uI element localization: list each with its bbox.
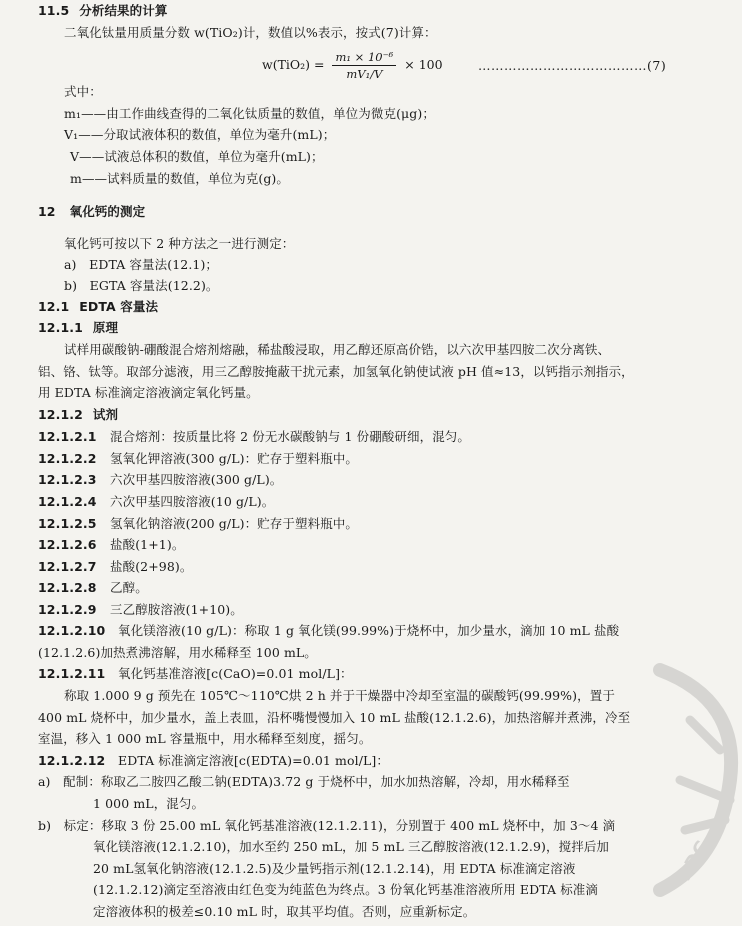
methods-intro: 氧化钙可按以下 2 种方法之一进行测定： bbox=[64, 236, 295, 251]
principle-line-3: 用 EDTA 标准滴定溶液滴定氧化钙量。 bbox=[38, 385, 259, 400]
principle-line-2: 铝、铬、钛等。取部分滤液，用三乙醇胺掩蔽干扰元素，加氢氧化钠使试液 pH 值≈13，以钙指示剂指示， bbox=[38, 364, 634, 379]
pdg-watermark-text: PDG bbox=[674, 836, 714, 885]
reagent-item: 12.1.2.8 乙醇。 bbox=[38, 580, 148, 595]
reagent-12-b-3: 20 mL氢氧化钠溶液(12.1.2.5)及少量钙指示剂(12.1.2.14)，用 EDTA 标准滴定溶液 bbox=[93, 861, 576, 876]
formula-numerator: m₁ × 10⁻⁶ bbox=[332, 50, 396, 66]
reagent-item: 12.1.2.6 盐酸(1+1)。 bbox=[38, 537, 185, 552]
def-m: m——试料质量的数值，单位为克(g)。 bbox=[70, 171, 290, 186]
reagent-item: 12.1.2.5 氢氧化钠溶液(200 g/L)：贮存于塑料瓶中。 bbox=[38, 516, 358, 531]
reagent-12-b-4: (12.1.2.12)滴定至溶液由红色变为纯蓝色为终点。3 份氧化钙基准溶液所用 EDTA 标准滴 bbox=[93, 882, 598, 897]
reagent-12-b-1: b) 标定：移取 3 份 25.00 mL 氧化钙基准溶液(12.1.2.11)，分别置于 400 mL 烧杯中，加 3～4 滴 bbox=[38, 818, 616, 833]
reagent-item: 12.1.2.9 三乙醇胺溶液(1+10)。 bbox=[38, 602, 243, 617]
reagent-item: 12.1.2.12 EDTA 标准滴定溶液[c(EDTA)=0.01 mol/L]： bbox=[38, 753, 390, 768]
section-12-heading: 12 氧化钙的测定 bbox=[38, 204, 146, 219]
method-a: a) EDTA 容量法(12.1)； bbox=[64, 257, 219, 272]
reagent-12-a-1: a) 配制：称取乙二胺四乙酸二钠(EDTA)3.72 g 于烧杯中，加水加热溶解，冷却，用水稀释至 bbox=[38, 774, 570, 789]
equation-number: …………………………………(7) bbox=[478, 58, 667, 73]
reagent-11-body-2: 400 mL 烧杯中，加少量水，盖上表皿，沿杯嘴慢慢加入 10 mL 盐酸(12.1.2.6)，加热溶解并煮沸，冷至 bbox=[38, 710, 631, 725]
def-v: V——试液总体积的数值，单位为毫升(mL)； bbox=[70, 149, 324, 164]
formula bbox=[262, 50, 443, 81]
reagent-item: 12.1.2.3 六次甲基四胺溶液(300 g/L)。 bbox=[38, 472, 283, 487]
intro-paragraph: 二氧化钛量用质量分数 w(TiO₂)计，数值以%表示，按式(7)计算： bbox=[64, 25, 437, 40]
section-11-5-heading: 11.5 分析结果的计算 bbox=[38, 3, 168, 18]
def-v1: V₁——分取试液体积的数值，单位为毫升(mL)； bbox=[64, 127, 336, 142]
def-m1: m₁——由工作曲线查得的二氧化钛质量的数值，单位为微克(μg)； bbox=[64, 106, 435, 121]
reagent-11-body-3: 室温，移入 1 000 mL 容量瓶中，用水稀释至刻度，摇匀。 bbox=[38, 731, 372, 746]
where-label: 式中： bbox=[64, 84, 102, 99]
reagent-item: 12.1.2.10 氧化镁溶液(10 g/L)：称取 1 g 氧化镁(99.99%)于烧杯中，加少量水，滴加 10 mL 盐酸 bbox=[38, 623, 620, 638]
formula-rhs: × 100 bbox=[404, 57, 443, 72]
reagent-12-a-2: 1 000 mL，混匀。 bbox=[93, 796, 205, 811]
formula-denominator: mV₁/V bbox=[346, 67, 383, 81]
formula-lhs: w(TiO₂) = bbox=[262, 57, 325, 72]
reagent-item: 12.1.2.4 六次甲基四胺溶液(10 g/L)。 bbox=[38, 494, 275, 509]
formula-fraction bbox=[332, 50, 396, 81]
method-b: b) EGTA 容量法(12.2)。 bbox=[64, 278, 219, 293]
reagent-10-continuation: (12.1.2.6)加热煮沸溶解，用水稀释至 100 mL。 bbox=[38, 645, 317, 660]
reagent-11-body-1: 称取 1.000 9 g 预先在 105℃～110℃烘 2 h 并于干燥器中冷却至室温的碳酸钙(99.99%)，置于 bbox=[64, 688, 615, 703]
section-12-1-1-heading: 12.1.1 原理 bbox=[38, 320, 119, 335]
library-stamp-watermark bbox=[600, 660, 742, 900]
principle-line-1: 试样用碳酸钠-硼酸混合熔剂熔融，稀盐酸浸取，用乙醇还原高价锆，以六次甲基四胺二次分离铁、 bbox=[64, 342, 611, 357]
reagent-item: 12.1.2.1 混合熔剂：按质量比将 2 份无水碳酸钠与 1 份硼酸研细，混匀。 bbox=[38, 429, 471, 444]
reagent-item: 12.1.2.7 盐酸(2+98)。 bbox=[38, 559, 193, 574]
reagent-12-b-5: 定溶液体积的极差≤0.10 mL 时，取其平均值。否则，应重新标定。 bbox=[93, 904, 476, 919]
reagent-12-b-2: 氧化镁溶液(12.1.2.10)，加水至约 250 mL，加 5 mL 三乙醇胺溶液(12.1.2.9)，搅拌后加 bbox=[93, 839, 610, 854]
section-12-1-2-heading: 12.1.2 试剂 bbox=[38, 407, 119, 422]
reagent-item: 12.1.2.2 氢氧化钾溶液(300 g/L)：贮存于塑料瓶中。 bbox=[38, 451, 358, 466]
section-12-1-heading: 12.1 EDTA 容量法 bbox=[38, 299, 159, 314]
reagent-item: 12.1.2.11 氧化钙基准溶液[c(CaO)=0.01 mol/L]： bbox=[38, 666, 353, 681]
